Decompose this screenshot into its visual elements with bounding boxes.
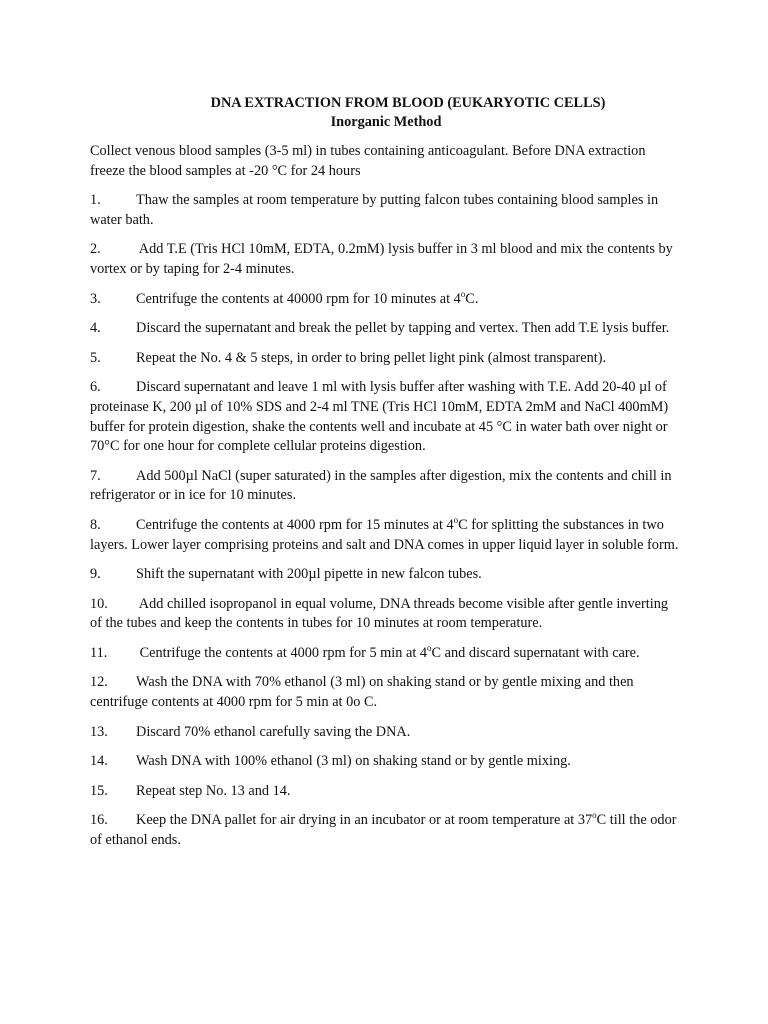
step-number: 5. [90, 349, 101, 366]
step-text: Centrifuge the contents at 4000 rpm for 15 minutes at 4 [136, 516, 454, 533]
step-item [90, 191, 682, 230]
step-number: 3. [90, 290, 101, 307]
step-number: 6. [90, 379, 101, 396]
step-number: 1. [90, 192, 101, 209]
degree-superscript: o [460, 288, 466, 299]
step-number: 7. [90, 467, 101, 484]
step-text: Add 500µl NaCl (super saturated) in the samples after digestion, mix the contents and chill in refrigerator or in ice for 10 minutes. [90, 467, 672, 504]
step-text: Thaw the samples at room temperature by putting falcon tubes containing blood samples in water bath. [90, 192, 659, 228]
step-item [90, 467, 682, 506]
step-text: Centrifuge the contents at 4000 rpm for 5 min at 4 [136, 644, 428, 661]
step-number: 14. [90, 753, 108, 770]
step-number: 2. [90, 241, 101, 258]
step-number: 11. [90, 644, 108, 661]
step-text: Wash DNA with 100% ethanol (3 ml) on shaking stand or by gentle mixing. [136, 753, 571, 770]
step-item [90, 516, 682, 555]
step-text: Repeat the No. 4 & 5 steps, in order to bring pellet light pink (almost transparent). [136, 349, 607, 366]
step-item [90, 240, 682, 279]
step-text: Discard the supernatant and break the pellet by tapping and vertex. Then add T.E lysis buffer. [136, 320, 670, 337]
document-title: DNA EXTRACTION FROM BLOOD (EUKARYOTIC CELLS) [210, 95, 606, 111]
step-item [90, 673, 682, 712]
step-text: Shift the supernatant with 200µl pipette in new falcon tubes. [136, 566, 482, 583]
step-number: 8. [90, 516, 101, 533]
step-item [90, 565, 682, 585]
step-text: Keep the DNA pallet for air drying in an incubator or at room temperature at 37 [136, 812, 593, 829]
step-number: 10. [90, 595, 108, 612]
intro-paragraph: Collect venous blood samples (3-5 ml) in tubes containing anticoagulant. Before DNA extraction freeze the blood samples at -20 °C for 24 hours [90, 143, 646, 179]
degree-superscript: o [427, 643, 432, 654]
step-text: Repeat step No. 13 and 14. [136, 782, 291, 799]
step-item [90, 349, 682, 369]
step-item [90, 782, 682, 802]
step-text: Wash the DNA with 70% ethanol (3 ml) on shaking stand or by gentle mixing and then centrifuge contents at 4000 rpm for 5 min at 0o C. [90, 674, 634, 711]
degree-superscript: o [453, 515, 459, 526]
step-number: 16. [90, 812, 108, 829]
step-text: Centrifuge the contents at 40000 rpm for 10 minutes at 4 [136, 290, 461, 307]
step-number: 15. [90, 782, 108, 799]
step-text: Discard supernatant and leave 1 ml with lysis buffer after washing with T.E. Add 20-40 µl of proteinase K, 200 µl of 10% SDS and 2-4 ml TNE (Tris HCl 10mM, EDTA 2mM and NaCl 400mM) buffer for protein digestion, shake the contents well and incubate at 45 °C in water bath over night or 70°C for one hour for complete cellular proteins digestion. [90, 379, 669, 455]
step-text: Discard 70% ethanol carefully saving the DNA. [136, 723, 411, 740]
step-text: Add T.E (Tris HCl 10mM, EDTA, 0.2mM) lysis buffer in 3 ml blood and mix the contents by vortex or by taping for 2-4 minutes. [90, 241, 673, 277]
step-item [90, 595, 682, 634]
step-item [90, 644, 682, 664]
step-text: Add chilled isopropanol in equal volume, DNA threads become visible after gentle inverting of the tubes and keep the contents in tubes for 10 minutes at room temperature. [90, 595, 669, 632]
step-item [90, 723, 682, 743]
step-number: 4. [90, 320, 101, 337]
step-item [90, 811, 682, 850]
step-item [90, 290, 682, 310]
step-text-after: C till the odor of ethanol ends. [90, 812, 677, 849]
step-item [90, 319, 682, 339]
step-item [90, 752, 682, 772]
step-text-after: C for splitting the substances in two layers. Lower layer comprising proteins and salt and DNA comes in upper liquid layer in soluble form. [90, 516, 679, 553]
step-number: 12. [90, 674, 108, 691]
step-number: 13. [90, 723, 108, 740]
step-number: 9. [90, 566, 101, 583]
step-text-after: C and discard supernatant with care. [431, 644, 640, 661]
degree-superscript: o [592, 810, 597, 821]
procedure-steps [90, 191, 682, 850]
step-item [90, 378, 682, 456]
step-text-after: C. [465, 290, 479, 307]
document-subtitle: Inorganic Method [330, 114, 442, 130]
